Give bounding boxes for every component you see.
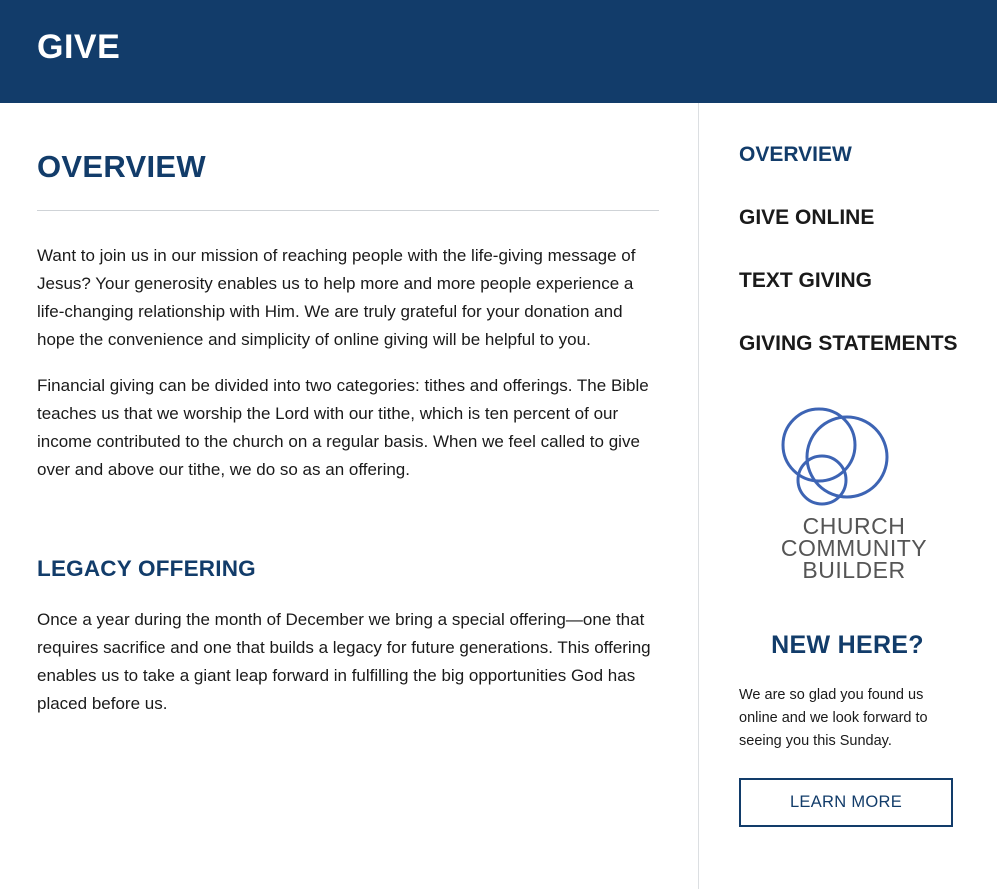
- logo-line-church: CHURCH: [802, 513, 906, 539]
- intro-paragraph: Want to join us in our mission of reaching people with the life-giving message of Jesus? Your generosity enables us to help more and more people experience a life-changing relationship with Him. We are truly grateful for your donation and hope the convenience and simplicity of online giving will be helpful to you.: [37, 246, 636, 349]
- giving-categories-paragraph: Financial giving can be divided into two categories: tithes and offerings. The Bible teaches us that we worship the Lord with our tithe, which is ten percent of our income contributed to the church on a regular basis. When we feel called to give over and above our tithe, we do so as an offering.: [37, 376, 649, 479]
- legacy-offering-paragraph: Once a year during the month of December we bring a special offering—one that requires sacrifice and one that builds a legacy for future generations. This offering enables us to take a giant leap forward in fulfilling the big opportunities God has placed before us.: [37, 610, 651, 713]
- logo-wordmark: [759, 515, 949, 581]
- nav-item-overview[interactable]: OVERVIEW: [739, 143, 852, 166]
- overview-heading: OVERVIEW: [37, 149, 206, 184]
- main-content: [37, 103, 659, 718]
- ccb-circles-logo-icon: [759, 403, 949, 513]
- nav-item-give-online[interactable]: GIVE ONLINE: [739, 206, 875, 229]
- logo-line-community: COMMUNITY: [780, 535, 928, 561]
- learn-more-button[interactable]: LEARN MORE: [739, 778, 953, 827]
- divider: [37, 210, 659, 211]
- give-subnav: [739, 141, 958, 393]
- welcome-text: We are so glad you found us online and we look forward to seeing you this Sunday.: [739, 687, 928, 749]
- nav-item-text-giving[interactable]: TEXT GIVING: [739, 269, 873, 292]
- page-banner: [0, 0, 997, 103]
- sidebar: [698, 103, 998, 889]
- church-community-builder-logo[interactable]: [759, 403, 949, 588]
- nav-item-giving-statements[interactable]: GIVING STATEMENTS: [739, 332, 958, 355]
- logo-line-builder: BUILDER: [802, 557, 906, 583]
- page-title: GIVE: [37, 28, 121, 66]
- legacy-offering-heading: LEGACY OFFERING: [37, 556, 256, 581]
- new-here-heading: NEW HERE?: [771, 631, 924, 659]
